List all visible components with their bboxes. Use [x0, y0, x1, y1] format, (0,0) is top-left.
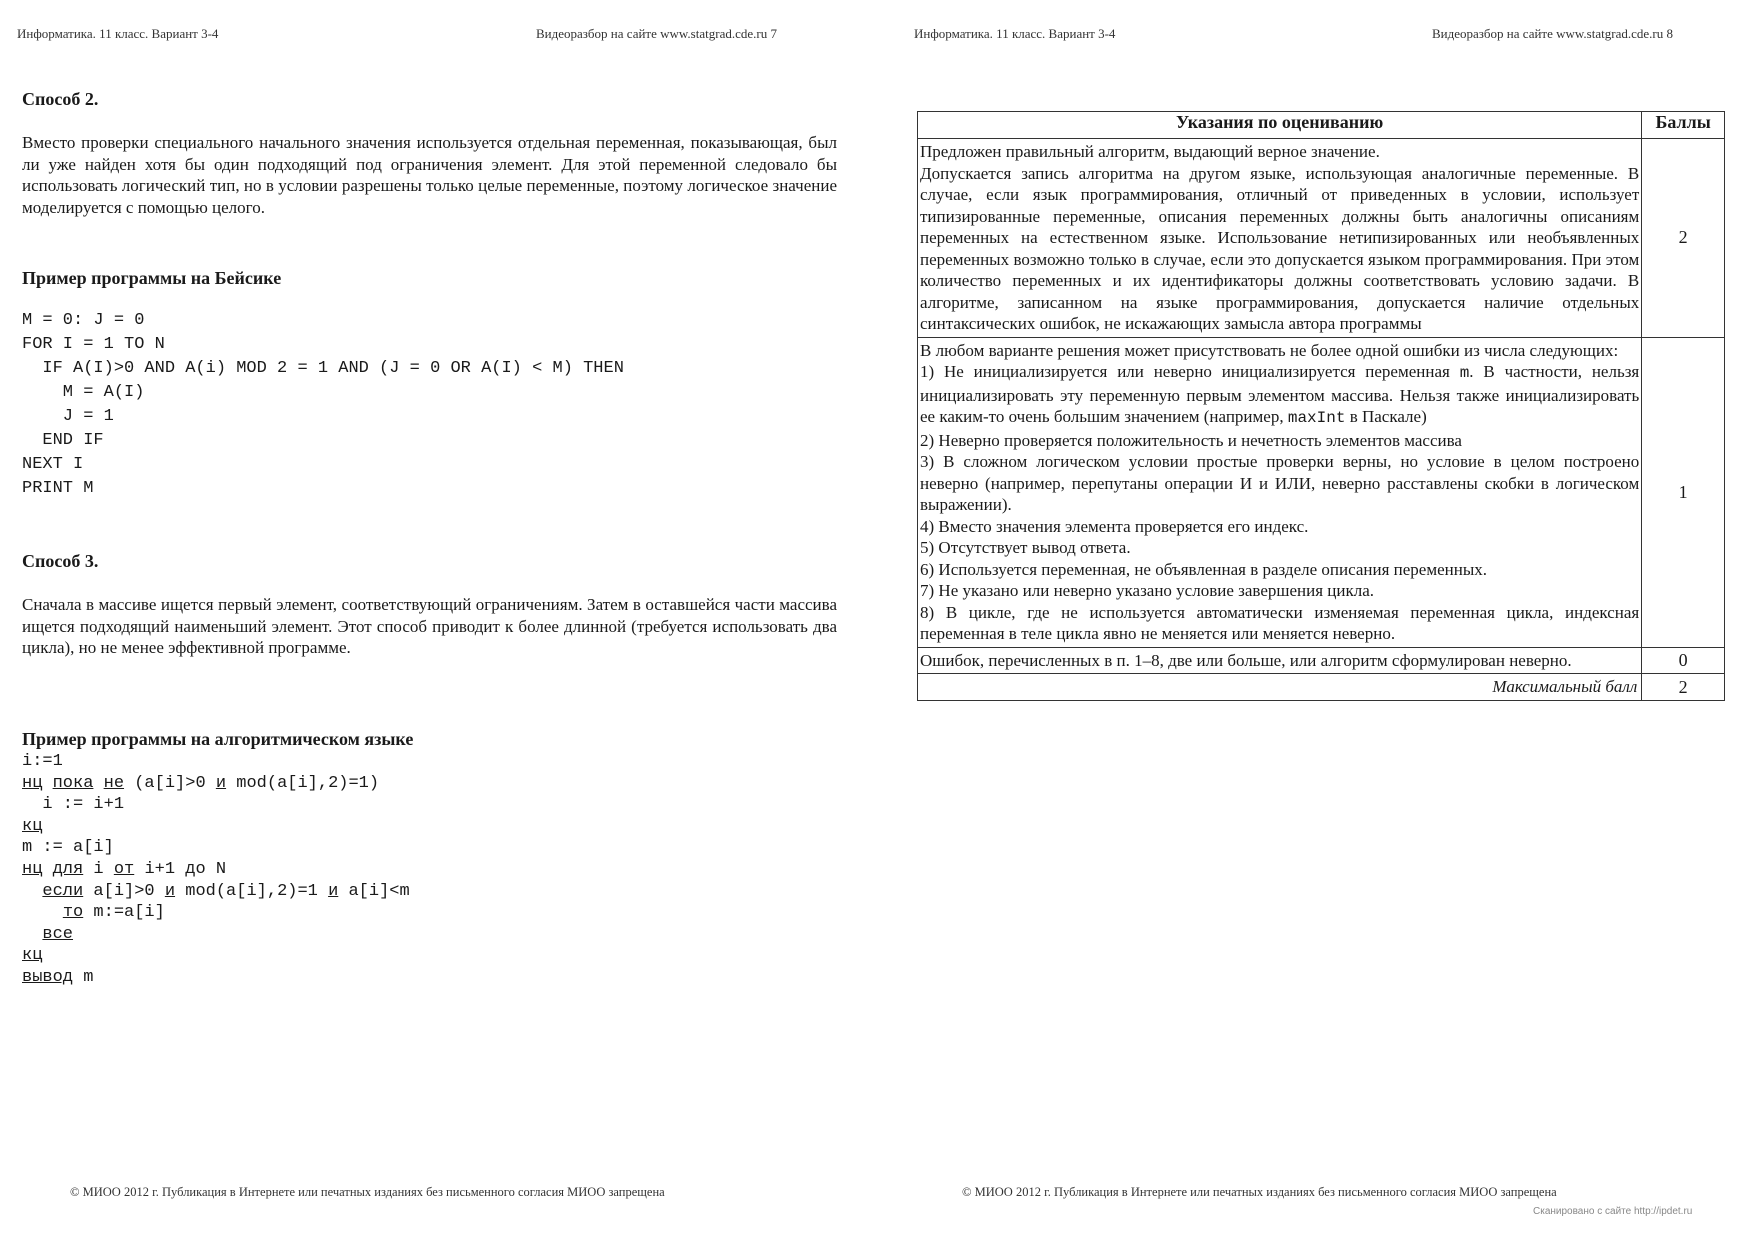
- code-line: i := i+1: [42, 795, 125, 815]
- max-score-value: 2: [1642, 674, 1725, 701]
- code-line: i:=1: [22, 752, 63, 771]
- list-item: 2) Неверно проверяется положительность и нечетность элементов массива: [920, 430, 1462, 450]
- code-line: M = 0: J = 0: [22, 311, 145, 330]
- grading-table: [917, 111, 1725, 701]
- table-row: [918, 337, 1725, 647]
- error-list: [920, 361, 1639, 645]
- code-line: нц для i от i+1 до N: [22, 859, 227, 879]
- table-row: [918, 139, 1725, 338]
- code-line: J = 1: [22, 407, 114, 426]
- basic-code: [22, 309, 624, 501]
- code-line: все: [42, 924, 74, 944]
- list-item: 8) В цикле, где не используется автоматически изменяемая переменная цикла, индексная переменная в теле цикла явно не меняется или меняется неверно.: [920, 602, 1640, 643]
- code-line: M = A(I): [22, 383, 145, 402]
- code-line: вывод m: [22, 967, 94, 987]
- left-header-title: Информатика. 11 класс. Вариант 3-4: [17, 26, 219, 41]
- criteria-cell: [918, 337, 1642, 647]
- left-footer: © МИОО 2012 г. Публикация в Интернете или печатных изданиях без письменного согласия МИОО запрещена: [70, 1185, 665, 1199]
- criteria-cell: [918, 139, 1642, 338]
- table-header-row: [918, 112, 1725, 139]
- list-item: 7) Не указано или неверно указано условие завершения цикла.: [920, 581, 1375, 600]
- right-header-link: Видеоразбор на сайте www.statgrad.cde.ru 8: [1432, 26, 1673, 41]
- scan-note: Сканировано с сайте http://ipdet.ru: [1533, 1206, 1693, 1217]
- max-score-row: [918, 674, 1725, 701]
- score-column-header: Баллы: [1642, 112, 1725, 139]
- method3-text: Сначала в массиве ищется первый элемент, соответствующий ограничениям. Затем в оставшейся части массива ищется подходящий наименьший элемент. Этот способ приводит к более длинной (требуется использовать два цикла), но не менее эффективной программе.: [22, 595, 837, 657]
- code-line: FOR I = 1 TO N: [22, 335, 165, 354]
- algo-code: [22, 751, 410, 989]
- table-row: [918, 647, 1725, 674]
- code-line: нц пока не (a[i]>0 и mod(a[i],2)=1): [22, 773, 380, 793]
- code-line: m := a[i]: [22, 838, 114, 858]
- score-cell: 0: [1642, 647, 1725, 674]
- list-item: 1) Не инициализируется или неверно инициализируется переменная m. В частности, нельзя инициализировать эту переменную первым элементом массива. Нельзя также инициализировать ее каким-то очень большим значением (например, maxInt в Паскале): [920, 362, 1640, 427]
- code-line: если a[i]>0 и mod(a[i],2)=1 и a[i]<m: [42, 881, 410, 901]
- criteria-text: Допускается запись алгоритма на другом языке, использующая аналогичные переменные. В случае, если язык программирования, отличный от приведенных в условии, использует типизированные переменные, описания переменных должны быть аналогичны описаниям переменных на естественном языке. Использование нетипизированных или необъявленных переменных возможно только в случае, если это допускается языком программирования. При этом количество переменных и их идентификаторы должны соответствовать условию задачи. В алгоритме, записанном на языке программирования, допускается наличие отдельных синтаксических ошибок, не искажающих замысла автора программы: [920, 163, 1640, 333]
- criteria-text: В любом варианте решения может присутствовать не более одной ошибки из числа следующих:: [920, 340, 1619, 360]
- score-cell: 2: [1642, 139, 1725, 338]
- left-header-link: Видеоразбор на сайте www.statgrad.cde.ru 7: [536, 26, 777, 41]
- list-item: 3) В сложном логическом условии простые проверки верны, но условие в целом построено неверно (например, перепутаны операции И и ИЛИ, неверно расставлены скобки в логическом выражении).: [920, 452, 1640, 514]
- code-line: PRINT M: [22, 479, 94, 498]
- method3-title: Способ 3.: [22, 551, 99, 571]
- list-item: 4) Вместо значения элемента проверяется его индекс.: [920, 516, 1309, 536]
- code-line: END IF: [22, 431, 104, 450]
- basic-title: Пример программы на Бейсике: [22, 268, 282, 288]
- criteria-column-header: Указания по оцениванию: [918, 112, 1642, 139]
- list-item: 5) Отсутствует вывод ответа.: [920, 538, 1131, 557]
- right-page: [877, 0, 1754, 1239]
- code-line: то m:=a[i]: [62, 903, 165, 923]
- method2-text: Вместо проверки специального начального значения используется отдельная переменная, показывающая, был ли уже найден хотя бы один подходящий под ограничения элемент. Для этой переменной следовало бы использовать логический тип, но в условии разрешены только целые переменные, поэтому логическое значение моделируется с помощью целого.: [22, 133, 837, 217]
- criteria-cell: Ошибок, перечисленных в п. 1–8, две или больше, или алгоритм сформулирован неверно.: [918, 647, 1642, 674]
- criteria-text: Предложен правильный алгоритм, выдающий верное значение.: [920, 142, 1380, 161]
- algo-title: Пример программы на алгоритмическом языке: [22, 729, 414, 749]
- code-line: NEXT I: [22, 455, 84, 474]
- list-item: 6) Используется переменная, не объявленная в разделе описания переменных.: [920, 559, 1488, 579]
- score-cell: 1: [1642, 337, 1725, 647]
- max-score-label: Максимальный балл: [918, 674, 1642, 701]
- right-header-title: Информатика. 11 класс. Вариант 3-4: [914, 26, 1116, 41]
- right-footer: © МИОО 2012 г. Публикация в Интернете или печатных изданиях без письменного согласия МИОО запрещена: [962, 1185, 1557, 1199]
- code-line: кц: [22, 946, 43, 966]
- method2-title: Способ 2.: [22, 89, 99, 109]
- code-line: IF A(I)>0 AND A(i) MOD 2 = 1 AND (J = 0 OR A(I) < M) THEN: [22, 359, 624, 378]
- code-line: кц: [22, 816, 43, 836]
